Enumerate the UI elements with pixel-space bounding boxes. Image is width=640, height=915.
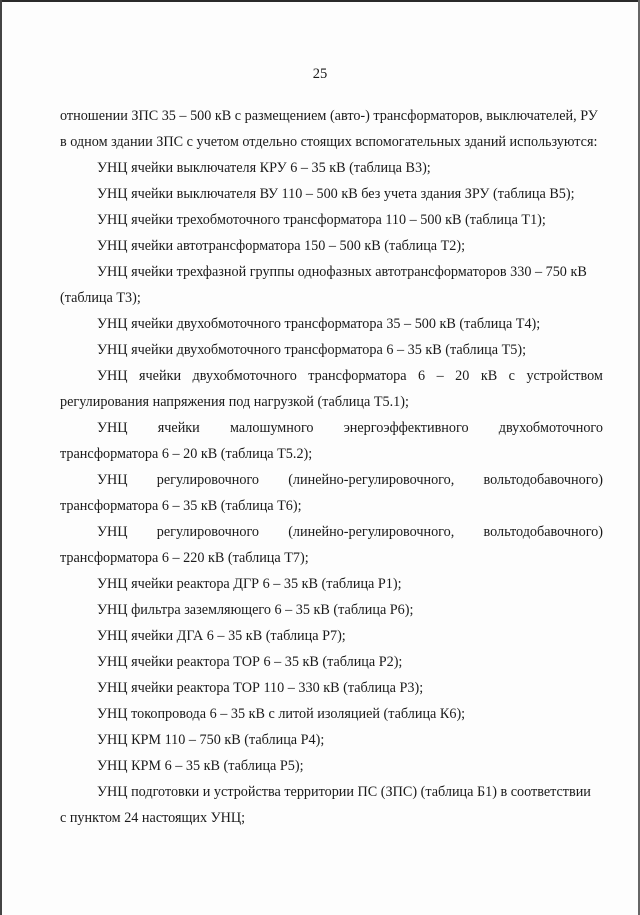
word: ячейки [139,368,182,384]
text-line: УНЦ КРМ 110 – 750 кВ (таблица Р4); [97,732,325,748]
text-line: трансформатора 6 – 35 кВ (таблица Т6); [60,498,302,514]
document-body [60,103,603,831]
text-line [60,363,603,389]
word: устройством [526,368,603,384]
text-line: УНЦ ячейки выключателя ВУ 110 – 500 кВ без учета здания ЗРУ (таблица В5); [97,186,575,202]
text-line: УНЦ подготовки и устройства территории ПС (ЗПС) (таблица Б1) в соответствии [97,784,591,800]
word: энергоэффективного [343,420,469,436]
text-line: УНЦ токопровода 6 – 35 кВ с литой изоляцией (таблица К6); [97,706,466,722]
text-line: УНЦ ячейки реактора ТОР 6 – 35 кВ (таблица Р2); [97,654,403,670]
word: кВ [480,368,498,384]
text-line [60,519,603,545]
text-line: УНЦ ячейки автотрансформатора 150 – 500 кВ (таблица Т2); [97,238,466,254]
word: регулировочного [156,472,259,488]
scan-edge-left [0,0,2,915]
text-line: в одном здании ЗПС с учетом отдельно стоящих вспомогательных зданий используются: [60,134,598,150]
word: с [508,368,515,384]
text-line: УНЦ ячейки трехобмоточного трансформатора 110 – 500 кВ (таблица Т1); [97,212,546,228]
word: УНЦ [97,368,128,384]
word: УНЦ [97,472,128,488]
text-line [60,467,603,493]
word: вольтодобавочного) [483,524,603,540]
text-line: УНЦ фильтра заземляющего 6 – 35 кВ (таблица Р6); [97,602,414,618]
word: регулировочного [156,524,259,540]
text-line: УНЦ ячейки реактора ТОР 110 – 330 кВ (таблица Р3); [97,680,424,696]
text-line: УНЦ ячейки ДГА 6 – 35 кВ (таблица Р7); [97,628,346,644]
text-line: трансформатора 6 – 20 кВ (таблица Т5.2); [60,446,313,462]
text-line: УНЦ ячейки реактора ДГР 6 – 35 кВ (таблица Р1); [97,576,402,592]
word: двухобмоточного [192,368,297,384]
word: (линейно-регулировочного, [288,472,455,488]
word: малошумного [229,420,314,436]
text-line: регулирования напряжения под нагрузкой (таблица Т5.1); [60,394,409,410]
text-line: с пунктом 24 настоящих УНЦ; [60,810,246,826]
text-line: УНЦ ячейки трехфазной группы однофазных автотрансформаторов 330 – 750 кВ [97,264,587,280]
text-line: УНЦ ячейки выключателя КРУ 6 – 35 кВ (таблица В3); [97,160,431,176]
page-number: 25 [312,66,328,82]
word: вольтодобавочного) [483,472,603,488]
text-line: отношении ЗПС 35 – 500 кВ с размещением (авто-) трансформаторов, выключателей, РУ [60,108,598,124]
text-line [60,415,603,441]
text-line: (таблица Т3); [60,290,141,306]
text-line: трансформатора 6 – 220 кВ (таблица Т7); [60,550,309,566]
word: – [436,368,444,384]
word: 20 [455,368,470,384]
scan-edge-top [0,0,640,2]
text-line: УНЦ ячейки двухобмоточного трансформатора 6 – 35 кВ (таблица Т5); [97,342,527,358]
word: УНЦ [97,524,128,540]
word: 6 [418,368,426,384]
text-line: УНЦ КРМ 6 – 35 кВ (таблица Р5); [97,758,304,774]
word: УНЦ [97,420,128,436]
word: двухобмоточного [498,420,603,436]
word: (линейно-регулировочного, [288,524,455,540]
word: трансформатора [308,368,407,384]
text-line: УНЦ ячейки двухобмоточного трансформатора 35 – 500 кВ (таблица Т4); [97,316,541,332]
word: ячейки [157,420,200,436]
